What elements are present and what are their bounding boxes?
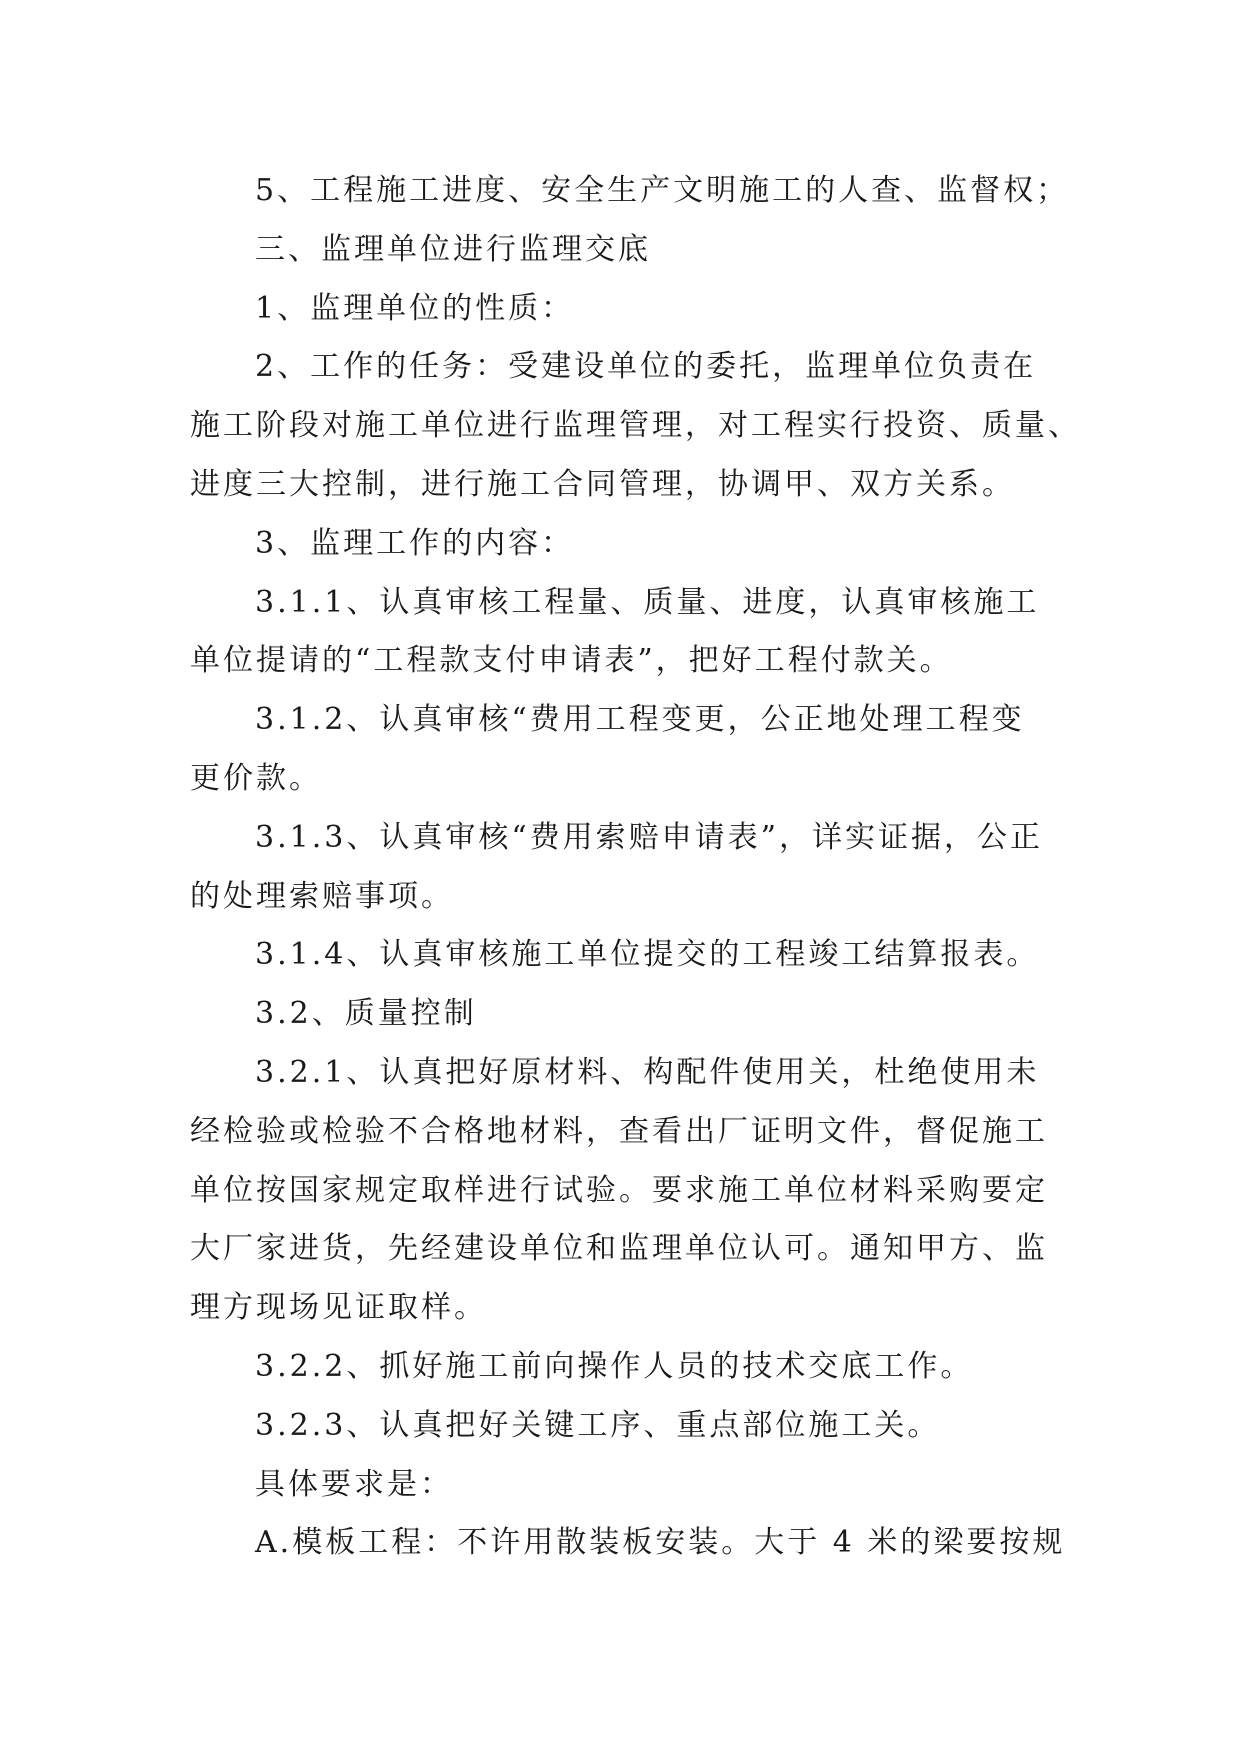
text-line: 理方现场见证取样。 xyxy=(190,1290,487,1326)
text-line: 3.1.2、认真审核“费用工程变更，公正地处理工程变 xyxy=(255,702,1025,738)
text-line: 进度三大控制，进行施工合同管理，协调甲、双方关系。 xyxy=(190,466,1015,502)
document-body xyxy=(190,162,1081,1573)
text-line: 更价款。 xyxy=(190,760,322,796)
text-line: 1、监理单位的性质： xyxy=(255,290,575,326)
text-line: 5、工程施工进度、安全生产文明施工的人查、监督权； xyxy=(255,173,1070,208)
text-line: 具体要求是： xyxy=(255,1466,453,1502)
text-line: 单位提请的“工程款支付申请表”，把好工程付款关。 xyxy=(190,643,953,679)
text-line: 的处理索赔事项。 xyxy=(190,878,454,914)
text-line: 施工阶段对施工单位进行监理管理，对工程实行投资、质量、 xyxy=(190,408,1081,444)
section-heading: 三、监理单位进行监理交底 xyxy=(255,231,651,267)
text-line: 2、工作的任务：受建设单位的委托，监理单位负责在 xyxy=(255,349,1037,385)
text-line: 3.1.1、认真审核工程量、质量、进度，认真审核施工 xyxy=(255,584,1040,620)
text-line: 3.1.3、认真审核“费用索赔申请表”，详实证据，公正 xyxy=(255,819,1044,855)
text-line: 3、监理工作的内容： xyxy=(255,525,575,561)
text-line: 3.2.1、认真把好原材料、构配件使用关，杜绝使用未 xyxy=(255,1054,1040,1090)
text-line: 3.1.4、认真审核施工单位提交的工程竣工结算报表。 xyxy=(255,937,1040,973)
text-line: 经检验或检验不合格地材料，查看出厂证明文件，督促施工 xyxy=(190,1113,1048,1149)
text-line: 3.2.3、认真把好关键工序、重点部位施工关。 xyxy=(255,1407,941,1443)
text-line: 3.2.2、抓好施工前向操作人员的技术交底工作。 xyxy=(255,1348,974,1384)
text-line: A.模板工程：不许用散装板安装。大于 4 米的梁要按规 xyxy=(255,1525,1066,1561)
subsection-heading: 3.2、质量控制 xyxy=(255,996,477,1032)
text-line: 大厂家进货，先经建设单位和监理单位认可。通知甲方、监 xyxy=(190,1231,1048,1267)
text-line: 单位按国家规定取样进行试验。要求施工单位材料采购要定 xyxy=(190,1172,1048,1208)
